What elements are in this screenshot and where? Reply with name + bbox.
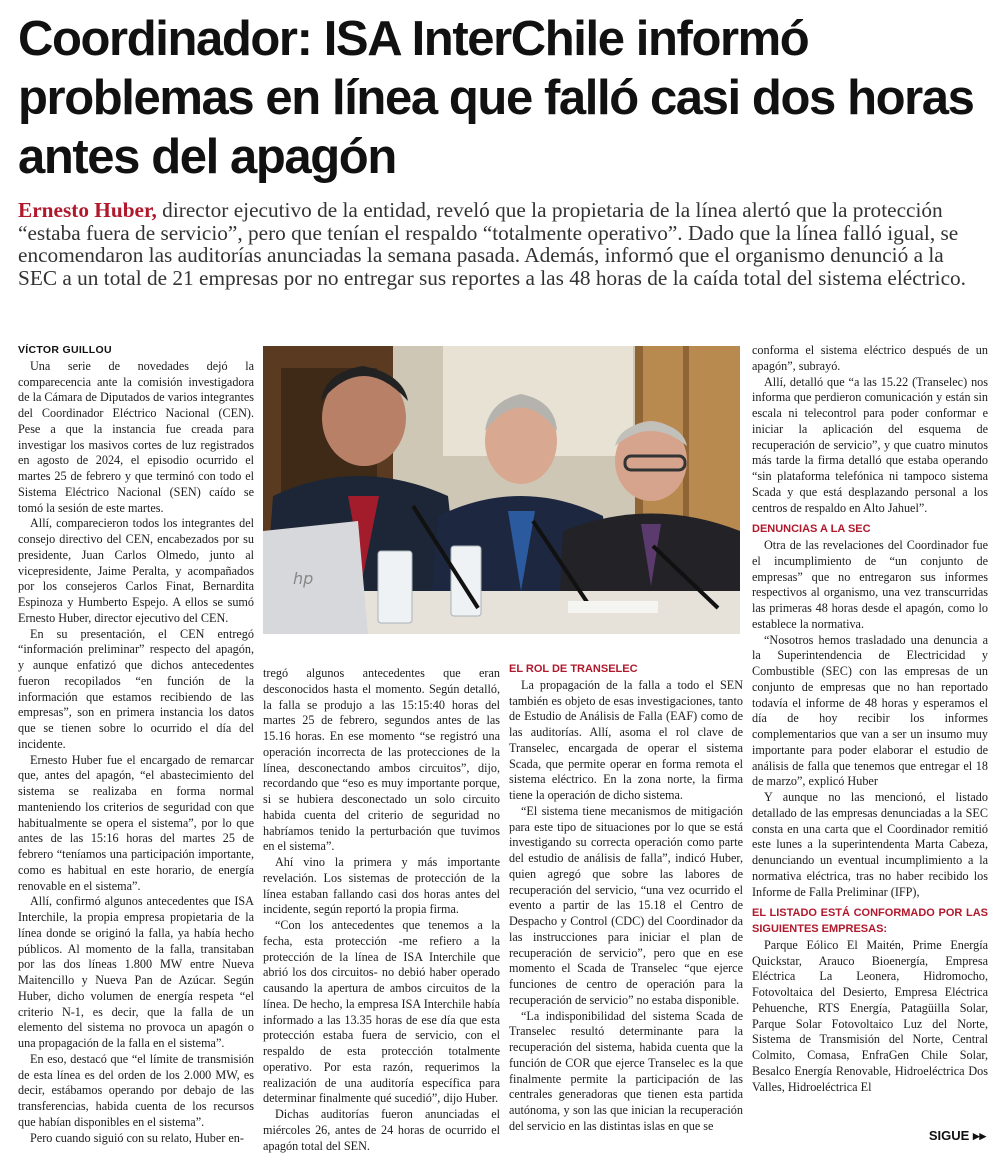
section-heading-denuncias: DENUNCIAS A LA SEC	[752, 523, 871, 536]
byline: VÍCTOR GUILLOU	[18, 344, 112, 356]
paragraph: Otra de las revelaciones del Coordinador fue el incumplimiento de “un conjunto de empresas” que no entregaron sus informes respectivos al organismo, una vez transcurridas las primeras 48 horas desde el apagón, como lo establece la normativa.	[752, 538, 988, 631]
paragraph: En su presentación, el CEN entregó “información preliminar” respecto del apagón, y aunque enfatizó que dichos antecedentes fueron recopilados “en función de la información que estamos recibiendo de las empresas”, son en primera instancia los datos que se tienen sobre lo ocurrido el día del incidente.	[18, 626, 254, 751]
paragraph: Una serie de novedades dejó la comparecencia ante la comisión investigadora de la Cámara de Diputados de varios integrantes del Coordinador Eléctrico Nacional (CEN). Pese a que la instancia fue creada para investigar los masivos cortes de luz registrados en agosto de 2024, el episodio ocurrido el martes 25 de febrero y que terminó con todo el Sistema Eléctrico Nacional (SEN) caído se tomó la sesión de este martes.	[18, 358, 254, 515]
laptop-logo: hp	[293, 569, 314, 588]
column-2	[263, 666, 500, 1154]
column-1	[18, 343, 254, 1146]
paragraph: En eso, destacó que “el límite de transmisión de esta línea es del orden de los 2.000 MW, es decir, estábamos operando por debajo de las transferencias, habida cuenta de los recursos que habían disponibles en el sistema”.	[18, 1051, 254, 1129]
paragraph: Allí, comparecieron todos los integrantes del consejo directivo del CEN, encabezados por su presidente, Juan Carlos Olmedo, junto al vicepresidente, Jaime Peralta, y acompañados por los consejeros Carlos Finat, Bernardita Espinoza y Humberto Espejo. A ellos se sumó Ernesto Huber, director ejecutivo del CEN.	[18, 516, 254, 625]
column-4	[752, 343, 988, 1095]
paragraph: “Con los antecedentes que tenemos a la fecha, esta protección -me refiero a la protección de la línea de ISA Interchile que abrió los dos circuitos- no debió haber operado causando la apertura de ambos circuitos de la línea. De hecho, la empresa ISA Interchile había informado a las 13.35 horas de ese día que esta protección estaba fuera de servicio, con el respaldo de esta protección totalmente operativo. Por esta razón, requerimos la realización de una auditoría específica para determinar finalmente qué sucedió”, dijo Huber.	[263, 918, 500, 1106]
continue-label: SIGUE ▸▸	[928, 1128, 986, 1143]
paragraph: Ahí vino la primera y más importante revelación. Los sistemas de protección de la línea estaban fallando casi dos horas antes del incidente, según reportó la propia firma.	[263, 855, 500, 917]
paragraph: Allí, confirmó algunos antecedentes que ISA Interchile, la propia empresa propietaria de la línea donde se originó la falla, ya había hecho públicos. Al momento de la falla, transitaban por las dos líneas 1.800 MW entre Nueva Maitencillo y Nueva Pan de Azúcar. Según Huber, dicho volumen de energía respeta “el criterio N-1, es decir, que la falla de un elemento del sistema no provoca un apagón o una propagación de la falla en el sistema”.	[18, 894, 254, 1050]
paragraph: Pero cuando siguió con su relato, Huber en-	[30, 1130, 244, 1145]
lead-author-name: Ernesto Huber,	[18, 198, 157, 222]
paragraph: Dichas auditorías fueron anunciadas el miércoles 26, antes de 24 horas de ocurrido el apagón total del SEN.	[263, 1107, 500, 1153]
paragraph: tregó algunos antecedentes que eran desconocidos hasta el momento. Según detalló, la falla se produjo a las 15:15:40 horas del martes 25 de febrero, segundos antes de las 15.16 horas. En ese momento “se registró una operación incorrecta de las protecciones de la línea, desconectando ambos circuitos”, dijo, recordando que “eso es muy importante porque, si se hubiera desconectado un solo circuito habida cuenta del criterio de seguridad no habríamos tenido la perturbación que tuvimos en el sistema”.	[263, 666, 500, 854]
section-heading-transelec: EL ROL DE TRANSELEC	[509, 663, 638, 675]
lead-text: director ejecutivo de la entidad, reveló que la propietaria de la línea alertó que la protección “estaba fuera de servicio”, pero que tenían el respaldo “totalmente operativo”. Dado que la línea falló igual, se encomendaron las auditorías anunciadas la semana pasada. Además, informó que el organismo denunció a la SEC a un total de 21 empresas por no entregar sus reportes a las 48 horas de la caída total del sistema eléctrico.	[18, 198, 966, 290]
paragraph: “El sistema tiene mecanismos de mitigación para este tipo de situaciones por lo que se está investigando su correcta operación como parte del estudio de análisis de falla”, indicó Huber, quien agregó que sobre las labores de recuperación del servicio, “una vez ocurrido el evento a partir de las 15.18 el Centro de Despacho y Control (CDC) del Coordinador da las instrucciones para iniciar el plan de recuperación de servicio”, pero que en ese momento el Scada de Transelec “que ejerce funciones de centro de operación para la recuperación de servicio” no estaba disponible.	[509, 803, 743, 1007]
paragraph: conforma el sistema eléctrico después de un apagón”, subrayó.	[752, 343, 988, 373]
paragraph: “La indisponibilidad del sistema Scada de Transelec resultó determinante para la recuperación del sistema, habida cuenta que la función de COR que ejerce Transelec es la que finalmente permite la participación de las centrales generadoras que tienen esta partida autónoma, y son las que inician la recuperación del servicio en las distintas islas en que se	[509, 1008, 743, 1133]
hearing-photo	[263, 346, 740, 634]
photo-illustration	[263, 346, 740, 634]
paragraph: Y aunque no las mencionó, el listado detallado de las empresas denunciadas a la SEC consta en una carta que el Coordinador remitió este lunes a la superintendenta Marta Cabeza, denunciando un eventual incumplimiento a la normativa eléctrica, tras no haber recibido los Informe de Falla Preliminar (IFP),	[752, 790, 988, 899]
paragraph: La propagación de la falla a todo el SEN también es objeto de esas investigaciones, tanto de Estudio de Análisis de Falla (EAF) como de las auditorías. Allí, asoma el rol clave de Transelec, encargada de operar el sistema Scada, que permite operar en forma remota el sistema eléctrico. En la zona norte, la firma tiene la operación de dicho sistema.	[509, 677, 743, 802]
lead-paragraph	[18, 199, 983, 289]
headline: Coordinador: ISA InterChile informó problemas en línea que falló casi dos horas antes del apagón	[18, 12, 974, 184]
paragraph: Ernesto Huber fue el encargado de remarcar que, antes del apagón, “el abastecimiento del sistema se realizaba en forma normal manteniendo los criterios de seguridad con que habitualmente se opera el sistema”, por lo que antes de las 15:16 horas del martes 25 de febrero “teníamos una participación importante, como es habitual en este horario, de energía renovable en el sistema”.	[18, 752, 254, 893]
paragraph: “Nosotros hemos trasladado una denuncia a la Superintendencia de Electricidad y Combustible (SEC) con las empresas de un conjunto de empresas que no han reportado todavía el informe de 48 horas y esperamos el día de hoy recibir los informes complementarios que van a ser un insumo muy importante para poder elaborar el estudio de análisis de falla que tenemos que entregar el 18 de marzo”, explicó Huber	[752, 632, 988, 789]
section-heading-listado: EL LISTADO ESTÁ CONFORMADO POR LAS SIGUIENTES EMPRESAS:	[752, 907, 988, 935]
company-list: Parque Eólico El Maitén, Prime Energía Quickstar, Arauco Bioenergía, Empresa Eléctrica La Leonera, Hidromocho, Fotovoltaica del Desierto, Empresa Eléctrica Pehuenche, RTS Energía, Patagüilla Solar, Parque Solar Fotovoltaico Luz del Norte, Sistema de Transmisión del Norte, Central Colmito, Comasa, EnfraGen Chile Solar, Besalco Energía Renovable, Hidroeléctrica Dos Valles, Hidroeléctrica El	[752, 937, 988, 1094]
column-3	[509, 662, 743, 1135]
paragraph: Allí, detalló que “a las 15.22 (Transelec) nos informa que perdieron comunicación y están sin escala ni telecontrol para poder conformar e iniciar la aplicación del esquema de recuperación de servicio”, y que cuatro minutos más tarde la firma detalló que estaba operando “sin plataforma telefónica ni tampoco sistema Scada y que está desplazando personal a los centros de respaldo en Alto Jahuel”.	[752, 374, 988, 515]
